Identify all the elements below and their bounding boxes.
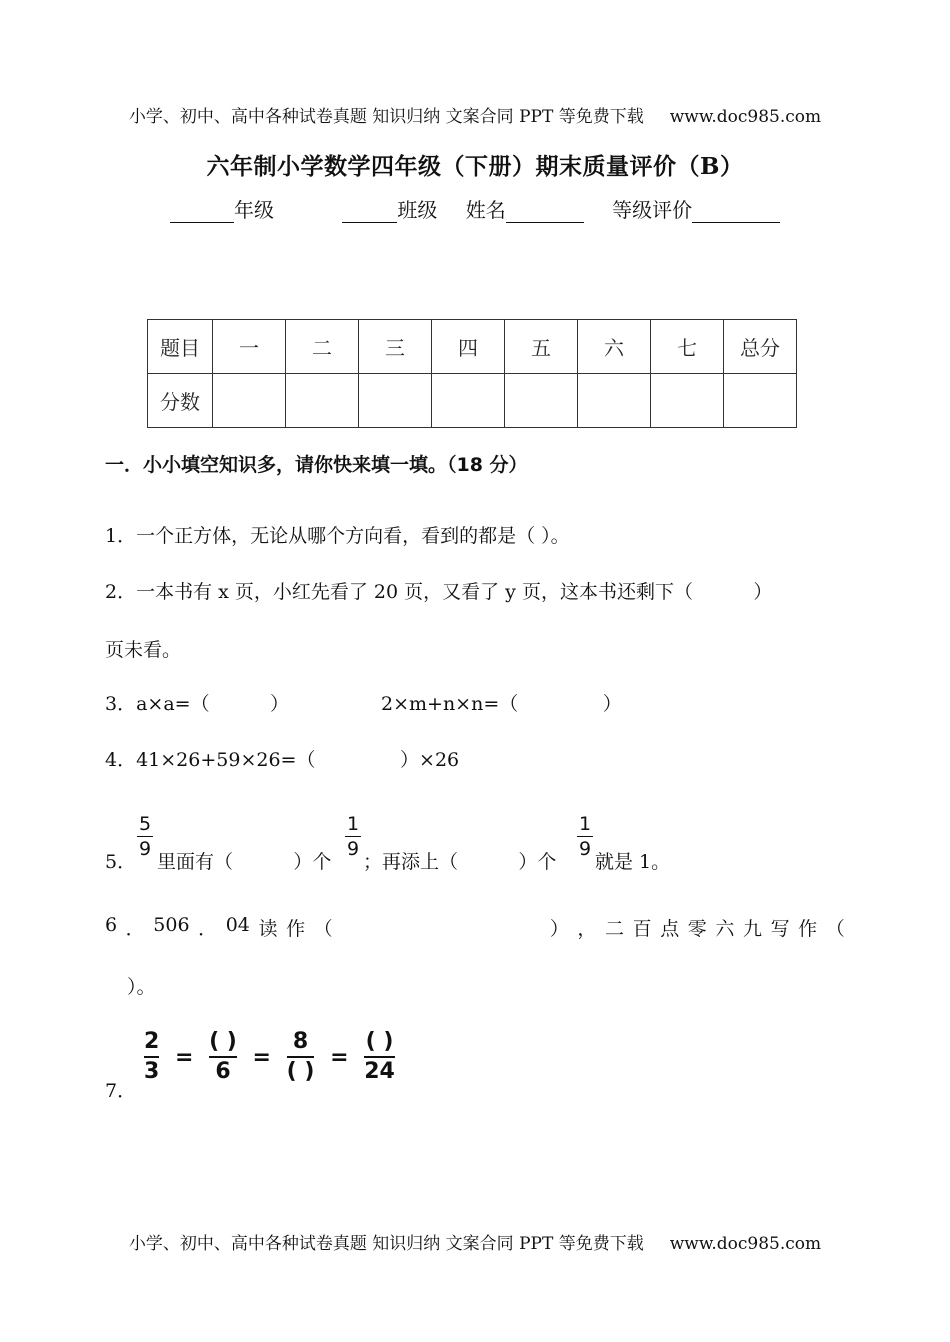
question-5-number: 5． — [105, 851, 137, 873]
score-cell[interactable] — [213, 374, 286, 428]
score-cell[interactable] — [651, 374, 724, 428]
question-7-equation — [140, 1030, 399, 1084]
class-blank[interactable] — [342, 202, 397, 223]
question-5-text-3: 就是 1。 — [595, 851, 671, 873]
score-row-label: 分数 — [148, 374, 213, 428]
q6-token: 6 — [105, 914, 118, 936]
q6-token: ） — [549, 918, 569, 940]
rating-blank[interactable] — [692, 202, 780, 223]
grade-label: 年级 — [234, 198, 274, 222]
q6-token: （ — [313, 918, 333, 940]
eq-fraction-3 — [287, 1030, 315, 1084]
grade-blank[interactable] — [170, 202, 234, 223]
question-3-part-2: 2×m+n×n=（ ） — [381, 693, 622, 715]
question-6-line-1 — [105, 914, 845, 941]
score-header-cell: 七 — [651, 320, 724, 374]
q6-token: 506 — [153, 914, 190, 936]
eq-fraction-4 — [364, 1030, 395, 1084]
question-6-line-2: ）。 — [127, 976, 156, 998]
score-cell[interactable] — [432, 374, 505, 428]
class-label: 班级 — [397, 198, 438, 222]
q6-token: ． — [198, 918, 218, 940]
question-7-number: 7． — [105, 1080, 137, 1102]
fraction-5-9 — [137, 813, 153, 860]
fraction-denominator: 9 — [578, 838, 592, 860]
score-cell[interactable] — [724, 374, 797, 428]
eq-numerator: 2 — [144, 1029, 160, 1054]
score-table-header-row — [148, 320, 797, 374]
q6-answer-blank[interactable] — [341, 914, 541, 941]
eq-bar — [364, 1056, 395, 1058]
name-label: 姓名 — [465, 198, 506, 222]
q6-token: 作 — [798, 918, 818, 940]
q6-token: 九 — [742, 918, 762, 940]
eq-denominator-blank[interactable]: ( ) — [286, 1059, 315, 1084]
score-header-cell: 四 — [432, 320, 505, 374]
q6-token: （ — [825, 918, 845, 940]
q6-token: ． — [125, 918, 145, 940]
q6-token: 读 — [258, 918, 278, 940]
eq-denominator: 24 — [364, 1059, 395, 1084]
fraction-denominator: 9 — [346, 838, 360, 860]
question-3-part-1: 3．a×a=（ ） — [105, 693, 289, 715]
section-1-title: 一．小小填空知识多，请你快来填一填。（18 分） — [105, 454, 528, 476]
score-header-cell: 题目 — [148, 320, 213, 374]
eq-denominator: 6 — [215, 1059, 231, 1084]
rating-label: 等级评价 — [612, 198, 693, 222]
score-header-cell: 三 — [359, 320, 432, 374]
q6-token: 百 — [632, 918, 652, 940]
question-2-line-2: 页未看。 — [105, 639, 182, 661]
question-4: 4．41×26+59×26=（ ）×26 — [105, 749, 460, 771]
student-info — [170, 194, 780, 223]
q6-token: ， — [577, 918, 597, 940]
q6-token: 零 — [687, 918, 707, 940]
eq-bar — [287, 1056, 315, 1058]
question-5-text-1: 里面有（ ）个 — [157, 851, 332, 873]
fraction-numerator: 1 — [346, 813, 360, 835]
score-cell[interactable] — [505, 374, 578, 428]
fraction-denominator: 9 — [138, 838, 152, 860]
fraction-1-9-second — [577, 813, 593, 860]
page-header — [0, 102, 950, 127]
eq-bar — [209, 1056, 237, 1058]
score-cell[interactable] — [578, 374, 651, 428]
question-1: 1．一个正方体，无论从哪个方向看，看到的都是（ ）。 — [105, 525, 570, 547]
score-table — [147, 319, 797, 428]
footer-text: 小学、初中、高中各种试卷真题 知识归纳 文案合同 PPT 等免费下载 — [128, 1234, 644, 1254]
header-site[interactable]: www.doc985.com — [669, 107, 822, 127]
score-header-cell: 五 — [505, 320, 578, 374]
question-2-line-1: 2．一本书有 x 页，小红先看了 20 页，又看了 y 页，这本书还剩下（ ） — [105, 581, 773, 603]
score-table-score-row — [148, 374, 797, 428]
q6-token: 作 — [286, 918, 306, 940]
eq-bar — [144, 1056, 159, 1058]
q6-token: 04 — [225, 914, 250, 936]
equals-sign: = — [174, 1044, 194, 1070]
q6-token: 六 — [715, 918, 735, 940]
fraction-bar — [137, 836, 153, 837]
eq-numerator: 8 — [292, 1029, 309, 1054]
q6-token: 二 — [605, 918, 625, 940]
score-cell[interactable] — [286, 374, 359, 428]
header-text: 小学、初中、高中各种试卷真题 知识归纳 文案合同 PPT 等免费下载 — [128, 107, 644, 127]
score-cell[interactable] — [359, 374, 432, 428]
question-5-text-2: ；再添上（ ）个 — [363, 851, 557, 873]
eq-denominator: 3 — [144, 1059, 160, 1084]
fraction-numerator: 1 — [578, 813, 592, 835]
eq-numerator-blank[interactable]: ( ) — [209, 1029, 237, 1054]
score-header-cell: 六 — [578, 320, 651, 374]
fraction-1-9 — [345, 813, 361, 860]
page-footer — [0, 1229, 950, 1254]
fraction-bar — [577, 836, 593, 837]
fraction-numerator: 5 — [138, 813, 152, 835]
score-header-cell: 一 — [213, 320, 286, 374]
score-header-cell: 二 — [286, 320, 359, 374]
page-title: 六年制小学数学四年级（下册）期末质量评价（B） — [206, 153, 744, 180]
q6-token: 点 — [660, 918, 680, 940]
equals-sign: = — [252, 1044, 271, 1070]
eq-fraction-1 — [144, 1030, 159, 1084]
eq-numerator-blank[interactable]: ( ) — [365, 1029, 394, 1054]
footer-site[interactable]: www.doc985.com — [669, 1234, 822, 1254]
name-blank[interactable] — [506, 202, 584, 223]
eq-fraction-2 — [209, 1030, 237, 1084]
q6-token: 写 — [770, 918, 790, 940]
equals-sign: = — [330, 1044, 349, 1070]
fraction-bar — [345, 836, 361, 837]
score-header-cell: 总分 — [724, 320, 797, 374]
